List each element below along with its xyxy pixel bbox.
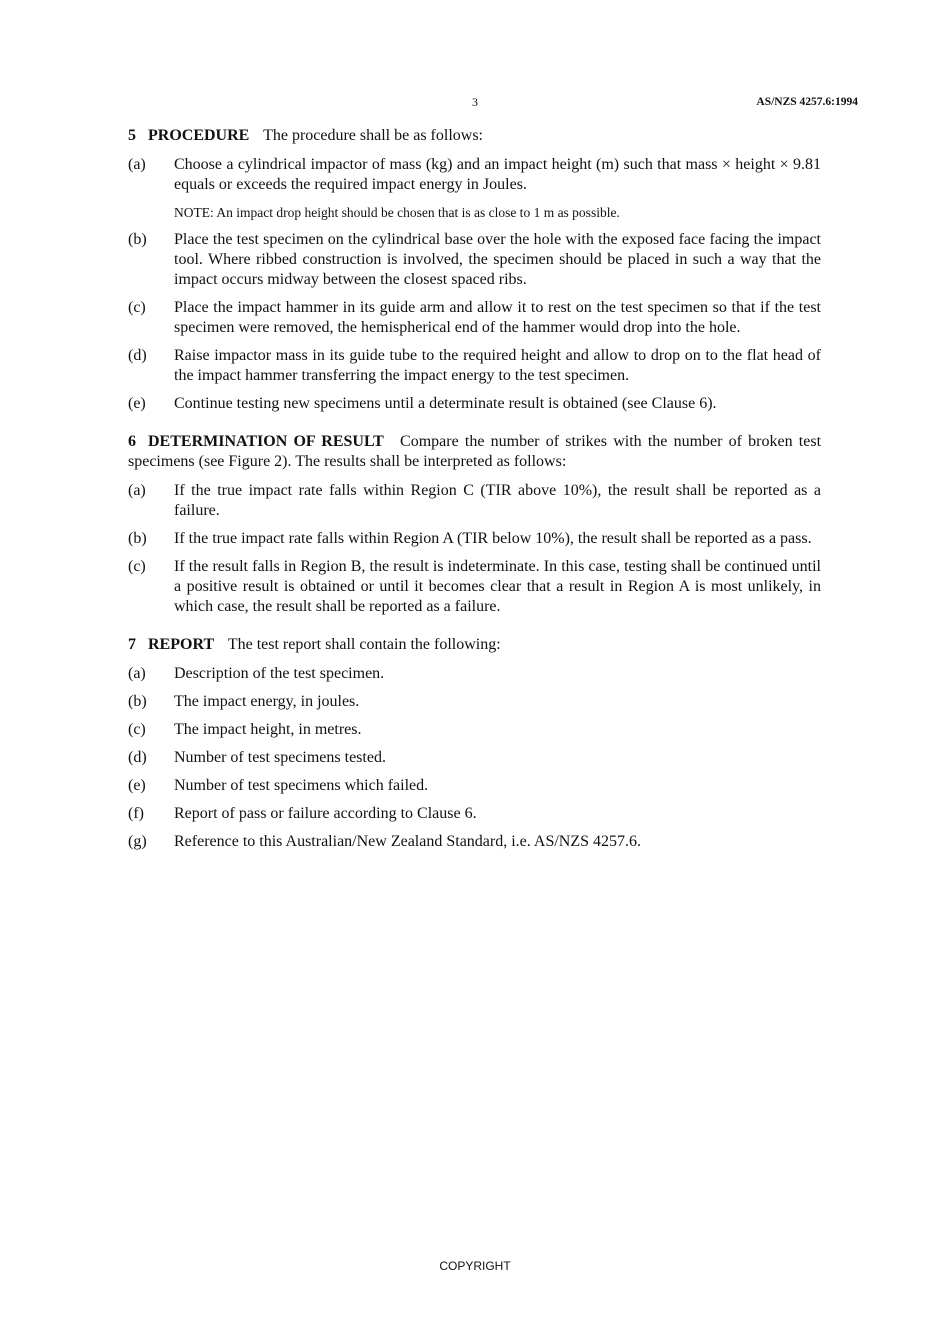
section-procedure	[128, 126, 821, 414]
section-number: 6	[128, 433, 136, 450]
item-text: Continue testing new specimens until a determinate result is obtained (see Clause 6).	[174, 395, 717, 412]
item-label: (c)	[128, 721, 146, 738]
item-text: The impact height, in metres.	[174, 721, 362, 738]
document-body	[128, 126, 821, 870]
list-item	[128, 394, 821, 414]
list-item	[128, 664, 821, 684]
item-label: (d)	[128, 749, 147, 766]
section-title: REPORT	[148, 636, 215, 653]
list-item	[128, 155, 821, 195]
item-label: (b)	[128, 693, 147, 710]
item-text: If the true impact rate falls within Region C (TIR above 10%), the result shall be reported as a failure.	[174, 482, 821, 519]
section-heading	[128, 635, 821, 655]
item-label: (g)	[128, 833, 147, 850]
item-label: (c)	[128, 299, 146, 316]
list-item	[128, 720, 821, 740]
list-item	[128, 832, 821, 852]
section-report	[128, 635, 821, 852]
item-label: (d)	[128, 347, 147, 364]
section-intro: Compare the number of strikes with the number of broken test specimens (see Figure 2). The results shall be interpreted as follows:	[128, 433, 822, 470]
item-label: (e)	[128, 395, 146, 412]
list-item	[128, 298, 821, 338]
item-label: (a)	[128, 482, 146, 499]
item-text: If the true impact rate falls within Region A (TIR below 10%), the result shall be reported as a pass.	[174, 530, 812, 547]
section-heading	[128, 126, 821, 146]
item-note: NOTE: An impact drop height should be chosen that is as close to 1 m as possible.	[174, 205, 620, 220]
item-text: Number of test specimens which failed.	[174, 777, 429, 794]
section-intro: The test report shall contain the following:	[227, 636, 501, 653]
item-label: (b)	[128, 231, 147, 248]
list-item	[128, 776, 821, 796]
section-title: PROCEDURE	[148, 127, 250, 144]
item-label: (e)	[128, 777, 146, 794]
document-id: AS/NZS 4257.6:1994	[756, 96, 858, 108]
item-label: (b)	[128, 530, 147, 547]
copyright-footer: COPYRIGHT	[439, 1259, 511, 1273]
item-label: (f)	[128, 805, 144, 822]
page-number: 3	[472, 95, 478, 109]
item-label: (a)	[128, 665, 146, 682]
item-text: Report of pass or failure according to Clause 6.	[174, 805, 477, 822]
item-text: Place the test specimen on the cylindrical base over the hole with the exposed face facing the impact tool. Where ribbed construction is involved, the specimen should be placed in such a way that the impact occurs midway between the closest spaced ribs.	[174, 231, 821, 288]
item-text: If the result falls in Region B, the result is indeterminate. In this case, testing shall be continued until a positive result is obtained or until it becomes clear that a result in Region A is most unlikely, in which case, the result shall be reported as a failure.	[174, 558, 821, 615]
item-label: (c)	[128, 558, 146, 575]
list-item	[128, 529, 821, 549]
section-number: 7	[128, 636, 136, 653]
list-item	[128, 804, 821, 824]
list-item	[128, 230, 821, 290]
item-label: (a)	[128, 156, 146, 173]
list-item	[128, 692, 821, 712]
item-text: Choose a cylindrical impactor of mass (kg) and an impact height (m) such that mass × height × 9.81 equals or exceeds the required impact energy in Joules.	[174, 156, 821, 193]
item-text: The impact energy, in joules.	[174, 693, 360, 710]
list-item	[128, 346, 821, 386]
list-item	[128, 481, 821, 521]
section-intro: The procedure shall be as follows:	[263, 127, 483, 144]
section-number: 5	[128, 127, 136, 144]
item-text: Description of the test specimen.	[174, 665, 385, 682]
section-title: DETERMINATION OF RESULT	[148, 433, 384, 450]
item-text: Raise impactor mass in its guide tube to the required height and allow to drop on to the flat head of the impact hammer transferring the impact energy to the test specimen.	[174, 347, 821, 384]
section-determination-of-result	[128, 432, 821, 617]
list-item	[128, 557, 821, 617]
item-text: Reference to this Australian/New Zealand Standard, i.e. AS/NZS 4257.6.	[174, 833, 642, 850]
item-text: Place the impact hammer in its guide arm and allow it to rest on the test specimen so that if the test specimen were removed, the hemispherical end of the hammer would drop into the hole.	[174, 299, 821, 336]
list-item	[128, 748, 821, 768]
item-text: Number of test specimens tested.	[174, 749, 386, 766]
section-heading	[128, 432, 821, 472]
